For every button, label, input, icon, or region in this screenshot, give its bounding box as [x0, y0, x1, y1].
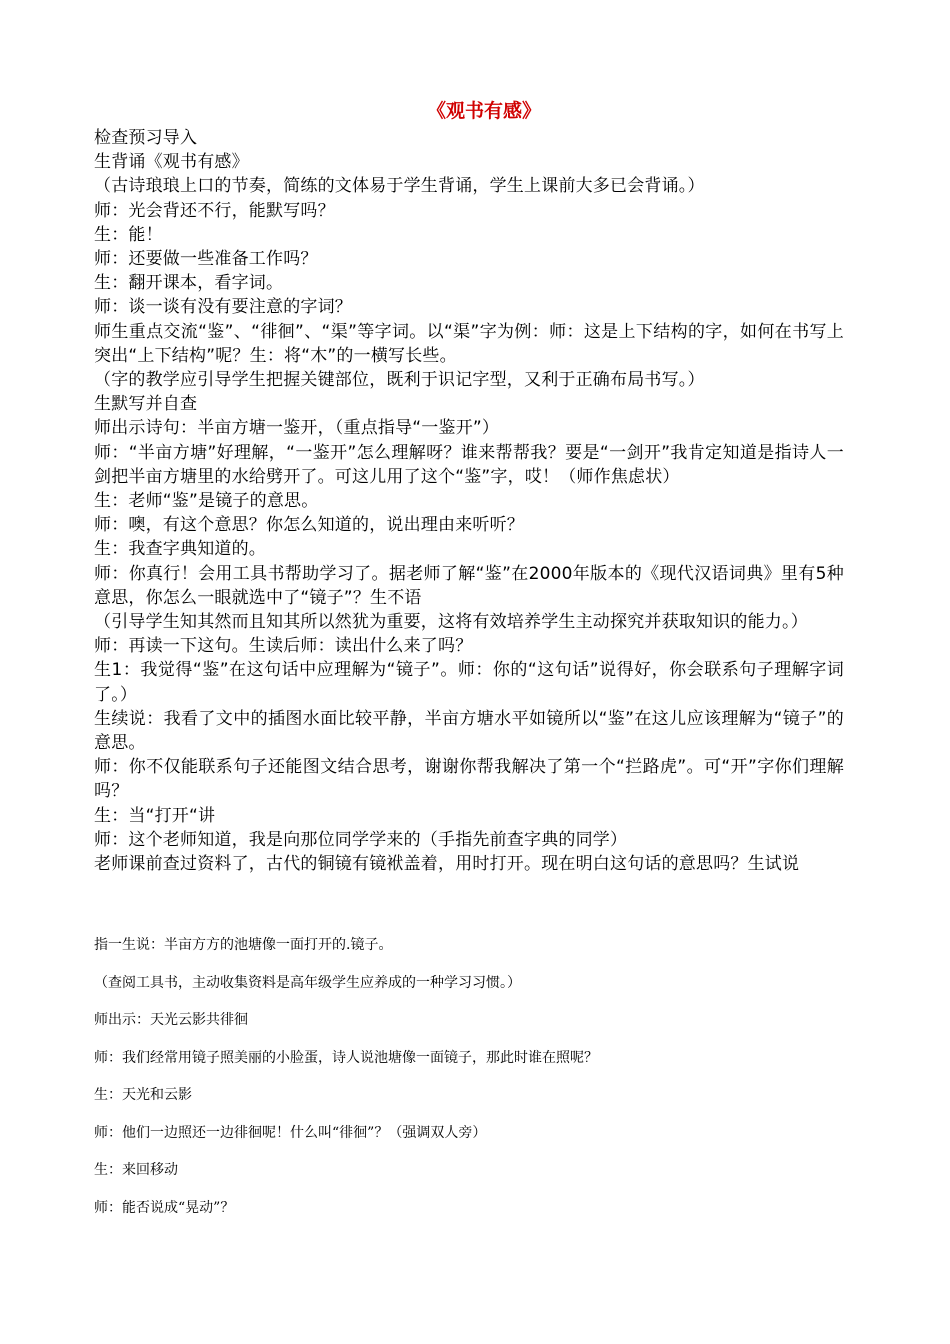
- line-student-mirror: 生：老师“鉴”是镜子的意思。: [94, 491, 319, 512]
- line-note-writing: （字的教学应引导学生把握关键部位，既利于识记字型，又利于正确布局书写。）: [94, 370, 705, 391]
- lower-line-teacher-paihuai: 师：他们一边照还一边徘徊呢！什么叫“徘徊”？（强调双人旁）: [94, 1124, 487, 1141]
- document-page: [94, 96, 844, 1216]
- lower-line-teacher-shake: 师：能否说成“晃动”？: [94, 1199, 235, 1216]
- line-teacher-prepare: 师：还要做一些准备工作吗？: [94, 249, 318, 270]
- line-teacher-bronze-mirror: 老师课前查过资料了，古代的铜镜有镜袱盖着，用时打开。现在明白这句话的意思吗？生试说: [94, 854, 800, 875]
- line-show-verse: 师出示诗句：半亩方塘一鉴开，（重点指导“一鉴开”）: [94, 418, 500, 439]
- lesson-dialogue-continued: [94, 936, 844, 1236]
- lower-line-note-tools: （查阅工具书，主动收集资料是高年级学生应养成的一种学习习惯。）: [94, 974, 521, 991]
- line-teacher-kai-question: 师：你不仅能联系句子还能图文结合思考，谢谢你帮我解决了第一个“拦路虎”。可“开”字你们理解吗？: [94, 757, 844, 802]
- lower-line-student-move: 生：来回移动: [94, 1162, 178, 1178]
- line-preview-intro: 检查预习导入: [94, 128, 198, 148]
- line-student-continue: 生续说：我看了文中的插图水面比较平静，半亩方塘水平如镜所以“鉴”在这儿应该理解为“镜子”的意思。: [94, 708, 844, 754]
- line-student-dictionary: 生：我查字典知道的。: [94, 539, 266, 560]
- line-word-exchange: 师生重点交流“鉴”、“徘徊”、“渠”等字词。以“渠”字为例：师：这是上下结构的字，如何在书写上突出“上下结构”呢？生：将“木”的一横写长些。: [94, 321, 844, 366]
- lower-line-show-verse-two: 师出示：天光云影共徘徊: [94, 1012, 248, 1028]
- line-student-open: 生：当“打开“讲: [94, 805, 216, 826]
- line-teacher-jian-question: 师：“半亩方塘”好理解，“一鉴开”怎么理解呀？谁来帮帮我？要是“一剑开”我肯定知道是指诗人一剑把半亩方塘里的水给劈开了。可这儿用了这个“鉴”字，哎！（师作焦虑状）: [94, 442, 844, 487]
- line-student-one: 生1：我觉得“鉴”在这句话中应理解为“镜子”。师：你的“这句话”说得好，你会联系句子理解字词了。）: [94, 660, 844, 705]
- line-teacher-learned: 师：这个老师知道，我是向那位同学学来的（手指先前查字典的同学）: [94, 829, 628, 850]
- line-teacher-dictation: 师：光会背还不行，能默写吗？: [94, 200, 335, 221]
- line-note-inquiry: （引导学生知其然而且知其所以然犹为重要，这将有效培养学生主动探究并获取知识的能力。）: [94, 612, 808, 633]
- lower-line-student-explain: 指一生说：半亩方方的池塘像一面打开的.镜子。: [94, 937, 393, 953]
- line-student-open-book: 生：翻开课本，看字词。: [94, 273, 284, 294]
- line-teacher-why: 师：噢，有这个意思？你怎么知道的，说出理由来听听？: [94, 515, 524, 536]
- line-self-check: 生默写并自查: [94, 394, 198, 415]
- lower-line-student-sky: 生：天光和云影: [94, 1087, 192, 1103]
- line-teacher-reread: 师：再读一下这句。生读后师：读出什么来了吗？: [94, 636, 473, 657]
- line-note-recite: （古诗琅琅上口的节奏，简练的文体易于学生背诵，学生上课前大多已会背诵。）: [94, 176, 705, 197]
- line-recite: 生背诵《观书有感》: [94, 152, 249, 173]
- lesson-dialogue: [94, 126, 844, 876]
- lower-line-teacher-mirror-question: 师：我们经常用镜子照美丽的小脸蛋，诗人说池塘像一面镜子，那此时谁在照呢？: [94, 1049, 598, 1066]
- line-teacher-praise: 师：你真行！会用工具书帮助学习了。据老师了解“鉴”在2000年版本的《现代汉语词典》里有5种意思，你怎么一眼就选中了“镜子”？生不语: [94, 563, 844, 608]
- line-student-yes: 生：能！: [94, 224, 163, 245]
- document-title: 《观书有感》: [426, 100, 541, 122]
- line-teacher-words: 师：谈一谈有没有要注意的字词？: [94, 297, 352, 318]
